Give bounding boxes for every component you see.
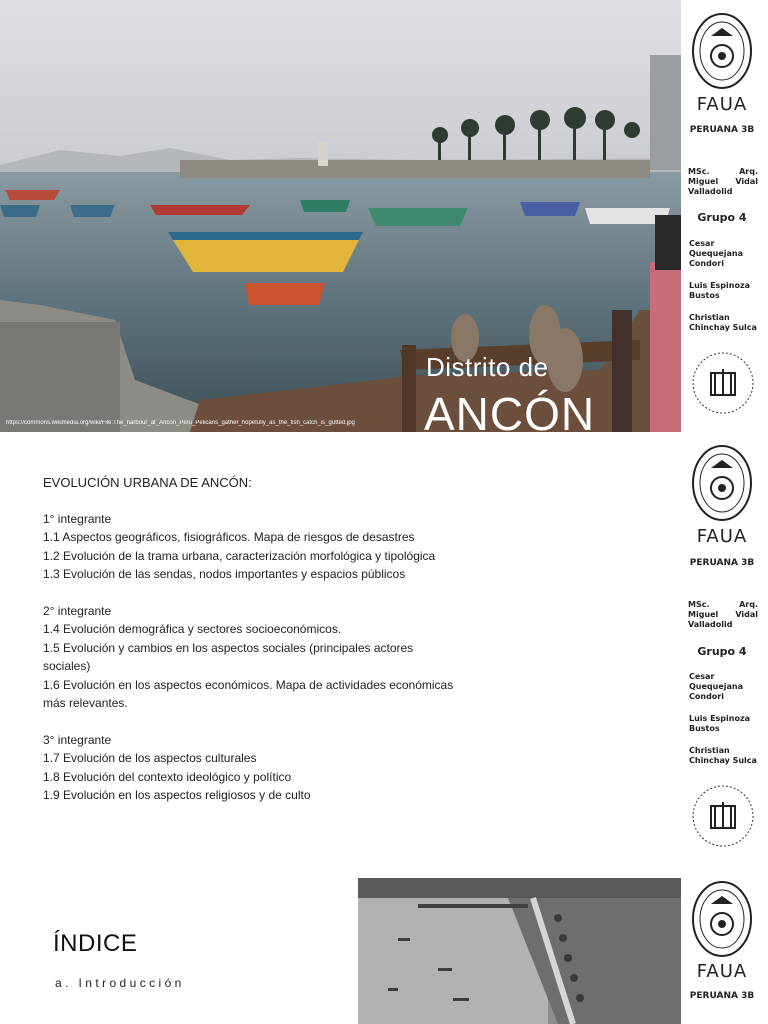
section-title: 3° integrante (43, 732, 112, 747)
university-label: PERUANA 3B (689, 991, 755, 1001)
riba-seal-logo (691, 784, 755, 848)
professor-name: MSc. Arq. Miguel Vidal Valladolid (688, 167, 758, 196)
member-name: Cesar Quequejana Condori (689, 239, 744, 268)
index-item: a. Introducción (55, 976, 185, 990)
outline-item: 1.9 Evolución en los aspectos religiosos y de culto (43, 788, 311, 803)
index-title: ÍNDICE (53, 930, 138, 957)
university-crest-logo (691, 880, 753, 958)
group-label: Grupo 4 (697, 211, 747, 224)
outline-heading: EVOLUCIÓN URBANA DE ANCÓN: (43, 475, 252, 490)
section-title: 1° integrante (43, 512, 112, 526)
university-crest-logo (691, 12, 753, 90)
riba-seal-logo (691, 351, 755, 415)
outline-item: 1.5 Evolución y cambios en los aspectos sociales (principales actores sociales) (43, 640, 414, 674)
outline-item: 1.7 Evolución de los aspectos culturales (43, 751, 257, 766)
university-label: PERUANA 3B (689, 125, 755, 135)
cover-slide (0, 0, 768, 432)
member-name: Luis Espinoza Bustos (689, 281, 751, 300)
side-panel (681, 0, 768, 432)
section-title: 2° integrante (43, 604, 112, 619)
historic-aerial-photo (358, 878, 681, 1024)
faua-logo-text: FAUA (696, 526, 748, 547)
cover-title-prefix: Distrito de (426, 352, 549, 382)
member-name: Cesar Quequejana Condori (689, 672, 744, 701)
outline-slide (0, 432, 768, 868)
outline-item: 1.3 Evolución de las sendas, nodos importantes y espacios públicos (43, 567, 406, 582)
cover-title: ANCÓN (424, 388, 596, 432)
outline-item: 1.8 Evolución del contexto ideológico y político (43, 769, 292, 784)
outline-content (43, 474, 463, 804)
ancon-harbour-photo (0, 0, 681, 432)
image-credit-link[interactable]: https://commons.wikimedia.org/wiki/File:The_harbour_at_Ancon_Peru_Pelicans_gather_hopefully_as_the_fish_catch_is_gutted.jpg (6, 420, 355, 426)
university-crest-logo (691, 444, 753, 522)
university-label: PERUANA 3B (689, 558, 755, 568)
member-name: Luis Espinoza Bustos (689, 714, 751, 733)
side-panel (681, 868, 768, 1024)
faua-logo-text: FAUA (696, 94, 748, 115)
outline-item: 1.2 Evolución de la trama urbana, caracterización morfológica y tipológica (43, 548, 436, 563)
group-label: Grupo 4 (697, 645, 747, 658)
faua-logo-text: FAUA (696, 961, 748, 982)
outline-item: 1.6 Evolución en los aspectos económicos. Mapa de actividades económicas más relevantes. (43, 677, 454, 711)
index-slide (0, 868, 768, 1024)
outline-item: 1.1 Aspectos geográficos, fisiográficos. Mapa de riesgos de desastres (43, 530, 415, 545)
side-panel (681, 432, 768, 868)
professor-name: MSc. Arq. Miguel Vidal Valladolid (688, 600, 758, 629)
outline-item: 1.4 Evolución demográfica y sectores socioeconómicos. (43, 622, 342, 637)
member-name: Christian Chinchay Sulca (689, 746, 757, 765)
member-name: Christian Chinchay Sulca (689, 313, 757, 332)
